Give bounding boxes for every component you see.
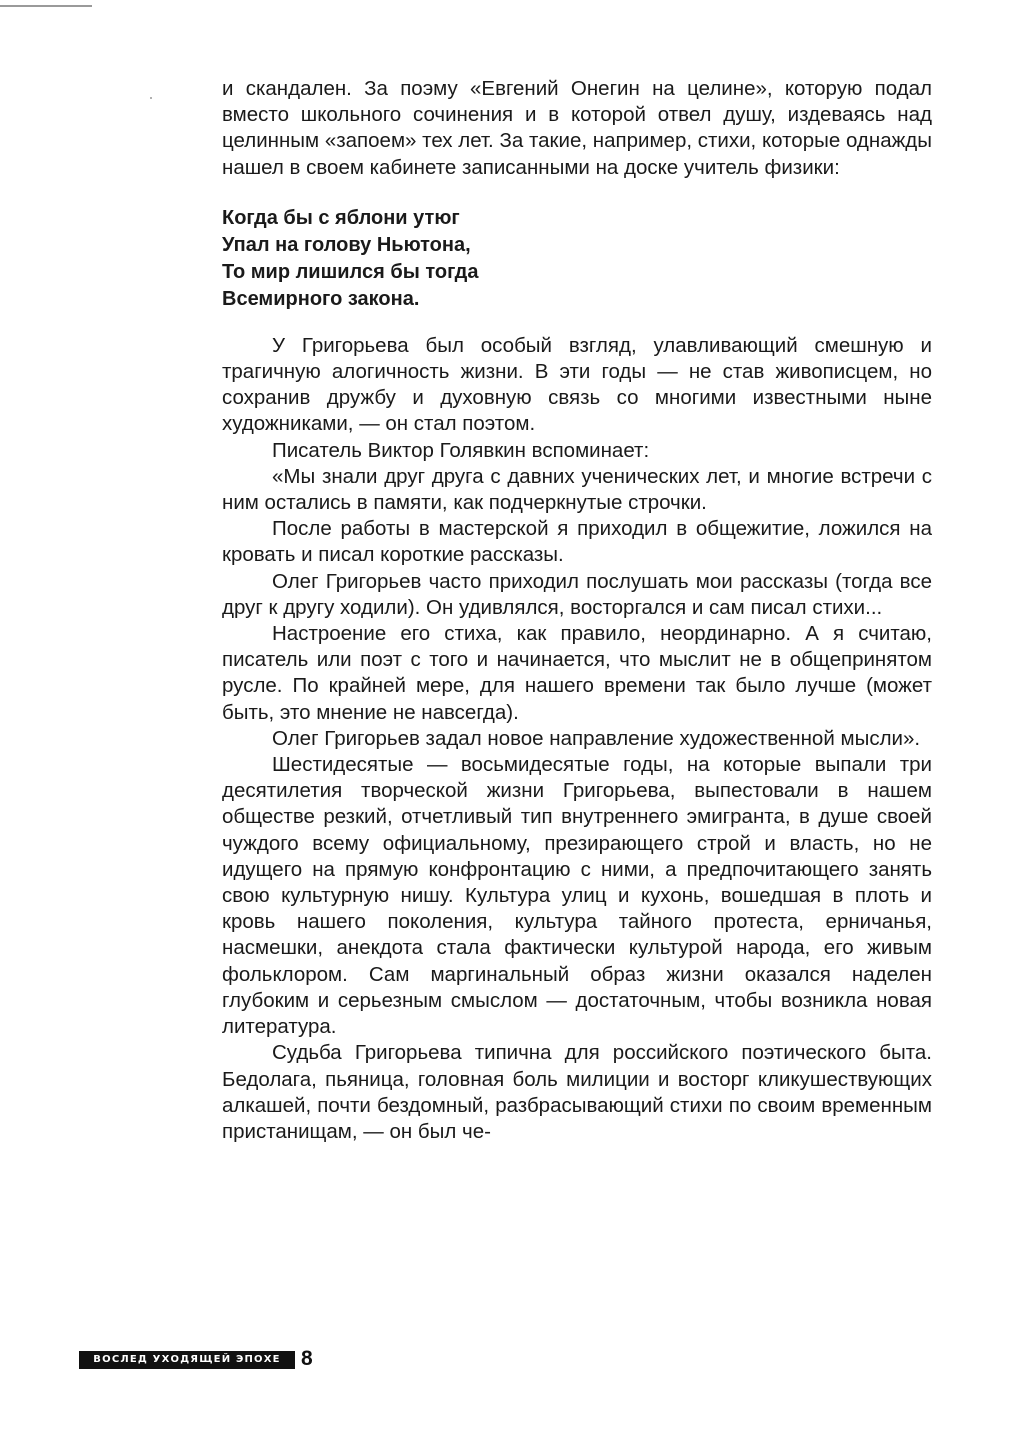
- quote-paragraph: Олег Григорьев часто приходил послушать мои рассказы (тогда все друг к другу ходили). Он удивлялся, восторгался и сам писал стихи...: [222, 569, 932, 619]
- quote-paragraph: «Мы знали друг друга с давних ученических лет, и многие встречи с ним остались в памяти, как подчеркнутые строчки.: [222, 464, 932, 515]
- poem-block: [222, 205, 932, 313]
- paragraph: Писатель Виктор Голявкин вспоминает:: [272, 438, 650, 462]
- quote-paragraph: Настроение его стиха, как правило, неординарно. А я считаю, писатель или поэт с того и начинается, что мыслит не в общепринятом русле. По крайней мере, для нашего времени так было лучше (может быть, это мнение не навсегда).: [222, 622, 932, 724]
- paragraph: У Григорьева был особый взгляд, улавливающий смешную и трагичную алогичность жизни. В эти годы — не став живописцем, но сохранив дружбу и духовную связь со многими известными ныне художниками, — он стал поэтом.: [222, 333, 932, 436]
- poem-line: Когда бы с яблони утюг: [222, 206, 460, 229]
- running-footer-title: ВОСЛЕД УХОДЯЩЕЙ ЭПОХЕ: [79, 1351, 295, 1369]
- page-body: [222, 76, 932, 1145]
- top-edge-rule: [0, 5, 92, 7]
- poem-line: То мир лишился бы тогда: [222, 260, 479, 283]
- page-number: 8: [301, 1347, 313, 1370]
- paragraph: Судьба Григорьева типична для российского поэтического быта. Бедолага, пьяница, головная боль милиции и восторг кликушествующих алкашей, почти бездомный, разбрасывающий стихи по своим временным пристанищам, — он был че-: [222, 1041, 932, 1143]
- poem-line: Всемирного закона.: [222, 287, 420, 310]
- paragraph: Шестидесятые — восьмидесятые годы, на которые выпали три десятилетия творческой жизни Григорьева, выпестовали в нашем обществе резкий, отчетливый тип внутреннего эмигранта, в душе своей чуждого всему официальному, презирающего строй и власть, но не идущего на прямую конфронтацию с ними, а предпочитающего занять свою культурную нишу. Культура улиц и кухонь, вошедшая в плоть и кровь нашего поколения, культура тайного протеста, ерничанья, насмешки, анекдота стала фактически культурой народа, его живым фольклором. Сам маргинальный образ жизни оказался наделен глубоким и серьезным смыслом — достаточным, чтобы возникла новая литература.: [222, 753, 932, 1039]
- scan-speck: [150, 97, 152, 99]
- quote-paragraph: После работы в мастерской я приходил в общежитие, ложился на кровать и писал короткие рассказы.: [222, 517, 932, 567]
- paragraph-continued: и скандален. За поэму «Евгений Онегин на целине», которую подал вместо школьного сочинения и в которой отвел душу, издеваясь над целинным «запоем» тех лет. За такие, например, стихи, которые однажды нашел в своем кабинете записанными на доске учитель физики:: [222, 77, 932, 179]
- quote-paragraph: Олег Григорьев задал новое направление художественной мысли».: [272, 726, 921, 750]
- poem-line: Упал на голову Ньютона,: [222, 233, 471, 256]
